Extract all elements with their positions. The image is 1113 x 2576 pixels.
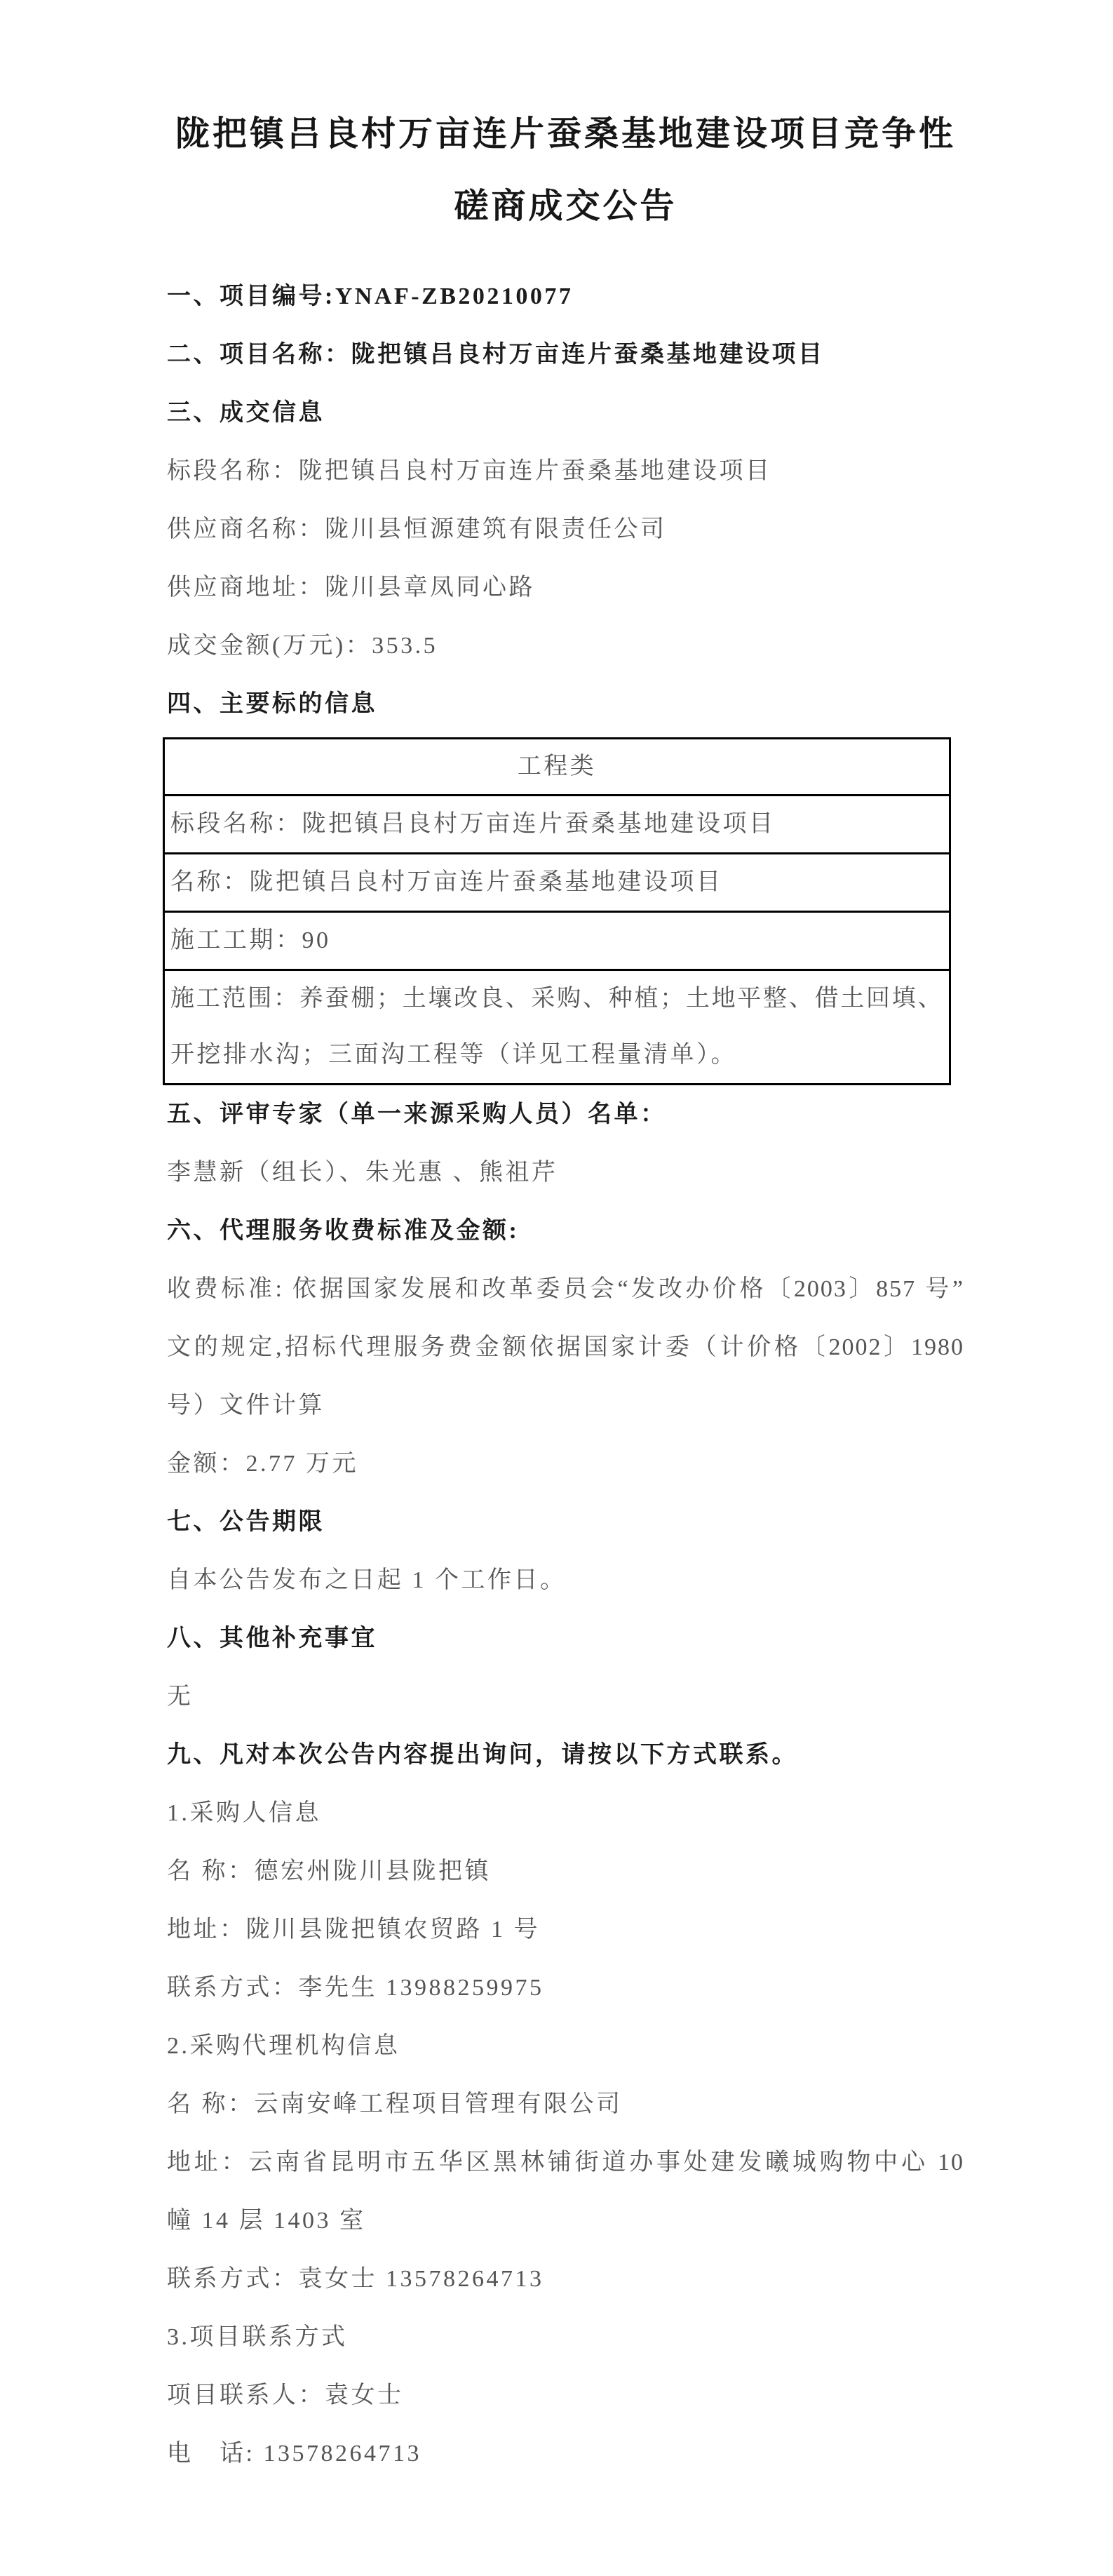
announcement-period-text: 自本公告发布之日起 1 个工作日。 — [167, 1567, 567, 1593]
table-cell-duration: 施工工期：90 — [164, 912, 950, 970]
table-header-category: 工程类 — [164, 739, 950, 796]
project-contact-person: 项目联系人：袁女士 — [167, 2382, 404, 2408]
heading-deal-info: 三、成交信息 — [167, 400, 325, 426]
table-row — [164, 796, 950, 854]
announcement-title: 陇把镇吕良村万亩连片蚕桑基地建设项目竞争性磋商成交公告 — [175, 114, 956, 225]
subject-info-table — [163, 737, 951, 1085]
bid-section-name: 标段名称：陇把镇吕良村万亩连片蚕桑基地建设项目 — [167, 458, 772, 484]
heading-project-number: 一、项目编号:YNAF-ZB20210077 — [167, 283, 574, 309]
supplier-name: 供应商名称：陇川县恒源建筑有限责任公司 — [167, 516, 667, 542]
text-line: 施工范围：养蚕棚；土壤改良、采购、种植；土地平整、借土回填、 — [170, 986, 943, 1012]
table-row — [164, 970, 950, 1085]
table-row — [164, 854, 950, 912]
purchaser-info-label: 1.采购人信息 — [167, 1800, 321, 1826]
project-contact-label: 3.项目联系方式 — [167, 2324, 348, 2350]
deal-amount: 成交金额(万元)：353.5 — [167, 633, 438, 659]
fee-amount: 金额：2.77 万元 — [167, 1451, 358, 1477]
heading-other-matters: 八、其他补充事宜 — [167, 1625, 377, 1651]
purchaser-contact: 联系方式：李先生 13988259975 — [167, 1975, 544, 2001]
agency-info-label: 2.采购代理机构信息 — [167, 2033, 400, 2059]
text-line: 地址：云南省昆明市五华区黑林铺街道办事处建发曦城购物中心 10 — [167, 2149, 964, 2175]
table-cell-scope — [164, 970, 950, 1085]
supplier-address: 供应商地址：陇川县章凤同心路 — [167, 575, 535, 601]
heading-announcement-period: 七、公告期限 — [167, 1509, 325, 1535]
text-line: 文的规定,招标代理服务费金额依据国家计委（计价格〔2002〕1980 — [167, 1334, 964, 1360]
agency-name: 名 称：云南安峰工程项目管理有限公司 — [167, 2091, 623, 2117]
agency-address-paragraph — [167, 2133, 964, 2250]
heading-experts: 五、评审专家（单一来源采购人员）名单： — [167, 1101, 667, 1127]
heading-contact: 九、凡对本次公告内容提出询问，请按以下方式联系。 — [167, 1742, 798, 1768]
table-cell-bid-section: 标段名称：陇把镇吕良村万亩连片蚕桑基地建设项目 — [164, 796, 950, 854]
fee-standard-paragraph — [167, 1260, 964, 1435]
table-cell-name: 名称：陇把镇吕良村万亩连片蚕桑基地建设项目 — [164, 854, 950, 912]
text-line: 幢 14 层 1403 室 — [167, 2208, 366, 2234]
heading-subject-info: 四、主要标的信息 — [167, 691, 377, 717]
experts-names: 李慧新（组长）、朱光惠 、熊祖芹 — [167, 1160, 558, 1186]
text-line: 开挖排水沟；三面沟工程等（详见工程量清单）。 — [170, 1042, 737, 1068]
purchaser-address: 地址：陇川县陇把镇农贸路 1 号 — [167, 1917, 540, 1943]
text-line: 收费标准: 依据国家发展和改革委员会“发改办价格〔2003〕857 号” — [167, 1276, 964, 1302]
text-line: 号）文件计算 — [167, 1393, 325, 1418]
project-contact-phone: 电 话: 13578264713 — [167, 2441, 421, 2467]
heading-project-name: 二、项目名称：陇把镇吕良村万亩连片蚕桑基地建设项目 — [167, 342, 825, 368]
purchaser-name: 名 称：德宏州陇川县陇把镇 — [167, 1858, 491, 1884]
table-header-row — [164, 739, 950, 796]
other-matters-text: 无 — [167, 1684, 194, 1710]
table-row — [164, 912, 950, 970]
heading-agency-fee: 六、代理服务收费标准及金额: — [167, 1218, 520, 1244]
agency-contact: 联系方式：袁女士 13578264713 — [167, 2266, 544, 2292]
